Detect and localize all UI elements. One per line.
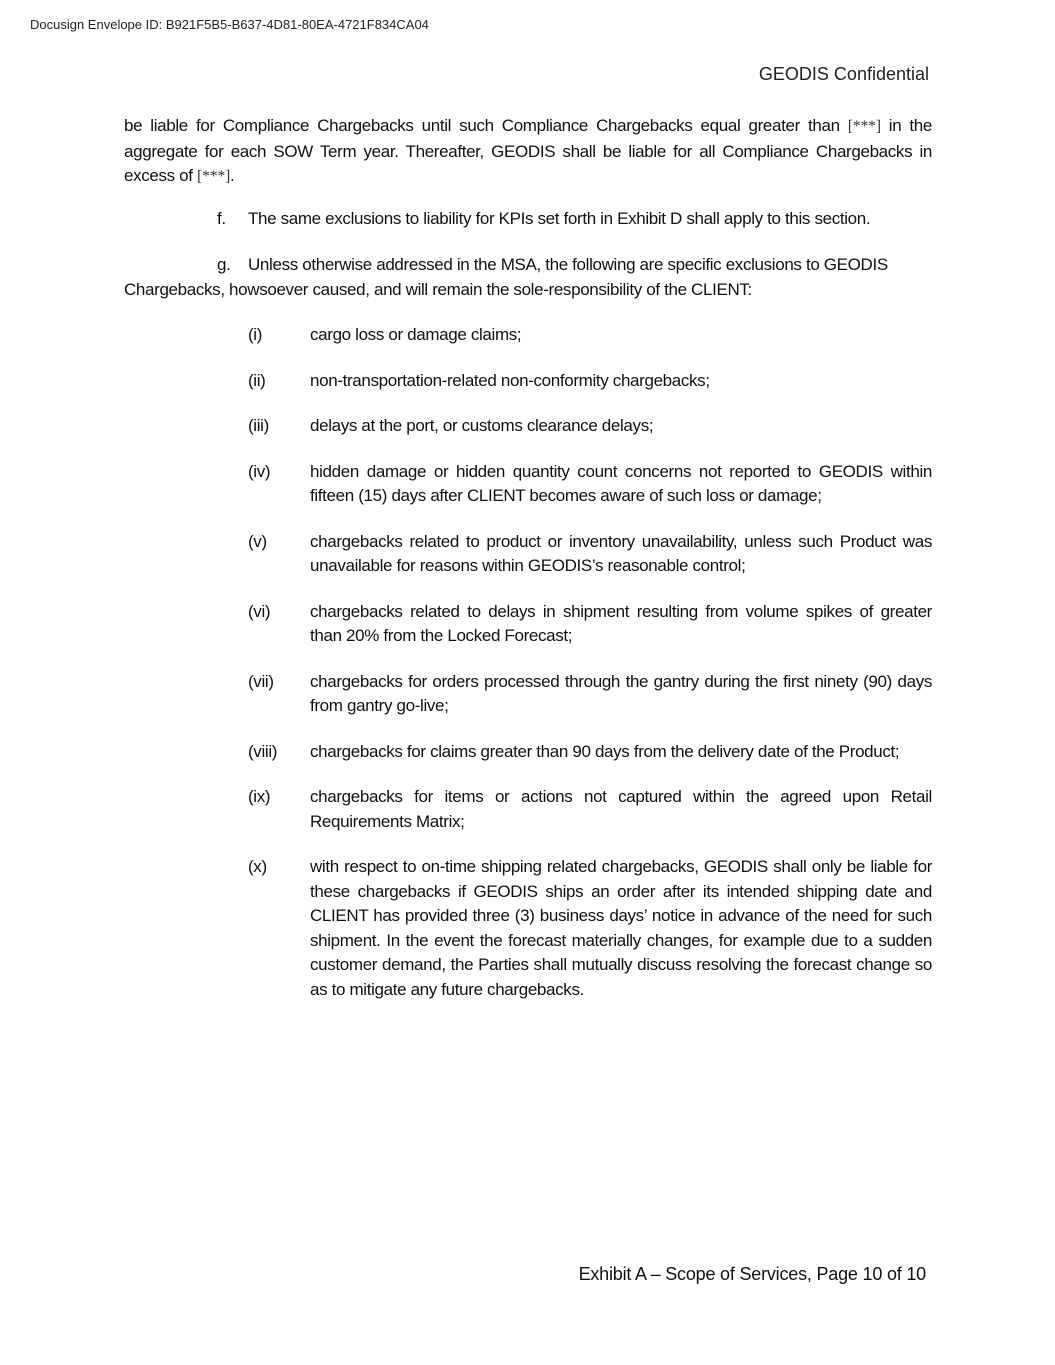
docusign-envelope-id: Docusign Envelope ID: B921F5B5-B637-4D81-80EA-4721F834CA04 [30,17,429,32]
list-item [248,670,932,719]
list-item-text: with respect to on-time shipping related chargebacks, GEODIS shall only be liable for these chargebacks if GEODIS ships an order after its intended shipping date and CLIENT has provided three (3) business days’ notice in advance of the need for such shipment. In the event the forecast materially changes, for example due to a sudden customer demand, the Parties shall mutually discuss resolving the forecast change so as to mitigate any future chargebacks. [310,857,932,999]
list-item-number: (vi) [248,601,271,621]
list-item-number: (v) [248,531,267,551]
redaction-marker: [***] [847,118,881,135]
list-item-number: (vii) [248,671,274,691]
list-item-number: (ii) [248,370,266,390]
paragraph-marker: g. [217,255,231,274]
list-item-text: delays at the port, or customs clearance delays; [310,416,654,435]
paragraph-f [124,207,932,232]
list-item [248,323,932,348]
paragraph-g [124,253,932,302]
list-item-number: (x) [248,857,267,876]
list-item [248,460,932,509]
list-item [248,369,932,394]
list-item-number: (iv) [248,461,271,481]
paragraph-continuation [124,114,932,190]
list-item [248,530,932,579]
list-item [248,600,932,649]
paragraph-text: . [229,166,235,185]
list-item-text: non-transportation-related non-conformity chargebacks; [310,370,710,390]
list-item-text: chargebacks related to delays in shipment resulting from volume spikes of greater than 20% from the Locked Forecast; [310,601,932,645]
redaction-marker: [***] [197,168,230,185]
exclusions-list [248,323,932,1023]
list-item-text: cargo loss or damage claims; [310,325,522,344]
list-item-text: chargebacks for orders processed through the gantry during the first ninety (90) days from gantry go-live; [310,671,932,715]
list-item-number: (viii) [248,741,278,761]
paragraph-text: The same exclusions to liability for KPIs set forth in Exhibit D shall apply to this section. [248,209,871,228]
list-item-number: (i) [248,325,263,344]
page-footer: Exhibit A – Scope of Services, Page 10 of 10 [578,1264,926,1284]
list-item [248,855,932,1002]
list-item [248,785,932,834]
list-item-number: (ix) [248,787,271,806]
list-item-number: (iii) [248,416,269,435]
paragraph-marker: f. [217,209,226,228]
list-item-text: chargebacks for items or actions not captured within the agreed upon Retail Requirements Matrix; [310,787,932,831]
confidential-header: GEODIS Confidential [758,64,929,84]
list-item [248,414,932,439]
paragraph-text: be liable for Compliance Chargebacks until such Compliance Chargebacks equal greater than [124,116,840,135]
list-item-text: hidden damage or hidden quantity count concerns not reported to GEODIS within fifteen (15) days after CLIENT becomes aware of such loss or damage; [310,461,932,505]
paragraph-text: Unless otherwise addressed in the MSA, the following are specific exclusions to GEODIS Chargebacks, howsoever caused, and will remain the sole-responsibility of the CLIENT: [124,255,888,299]
list-item-text: chargebacks related to product or inventory unavailability, unless such Product was unavailable for reasons within GEODIS’s reasonable control; [310,531,932,575]
list-item [248,740,932,765]
list-item-text: chargebacks for claims greater than 90 days from the delivery date of the Product; [310,741,900,761]
paragraph-text: in the aggregate for each SOW Term year. Thereafter, GEODIS shall be liable for all Compliance Chargebacks in excess of [124,116,932,185]
